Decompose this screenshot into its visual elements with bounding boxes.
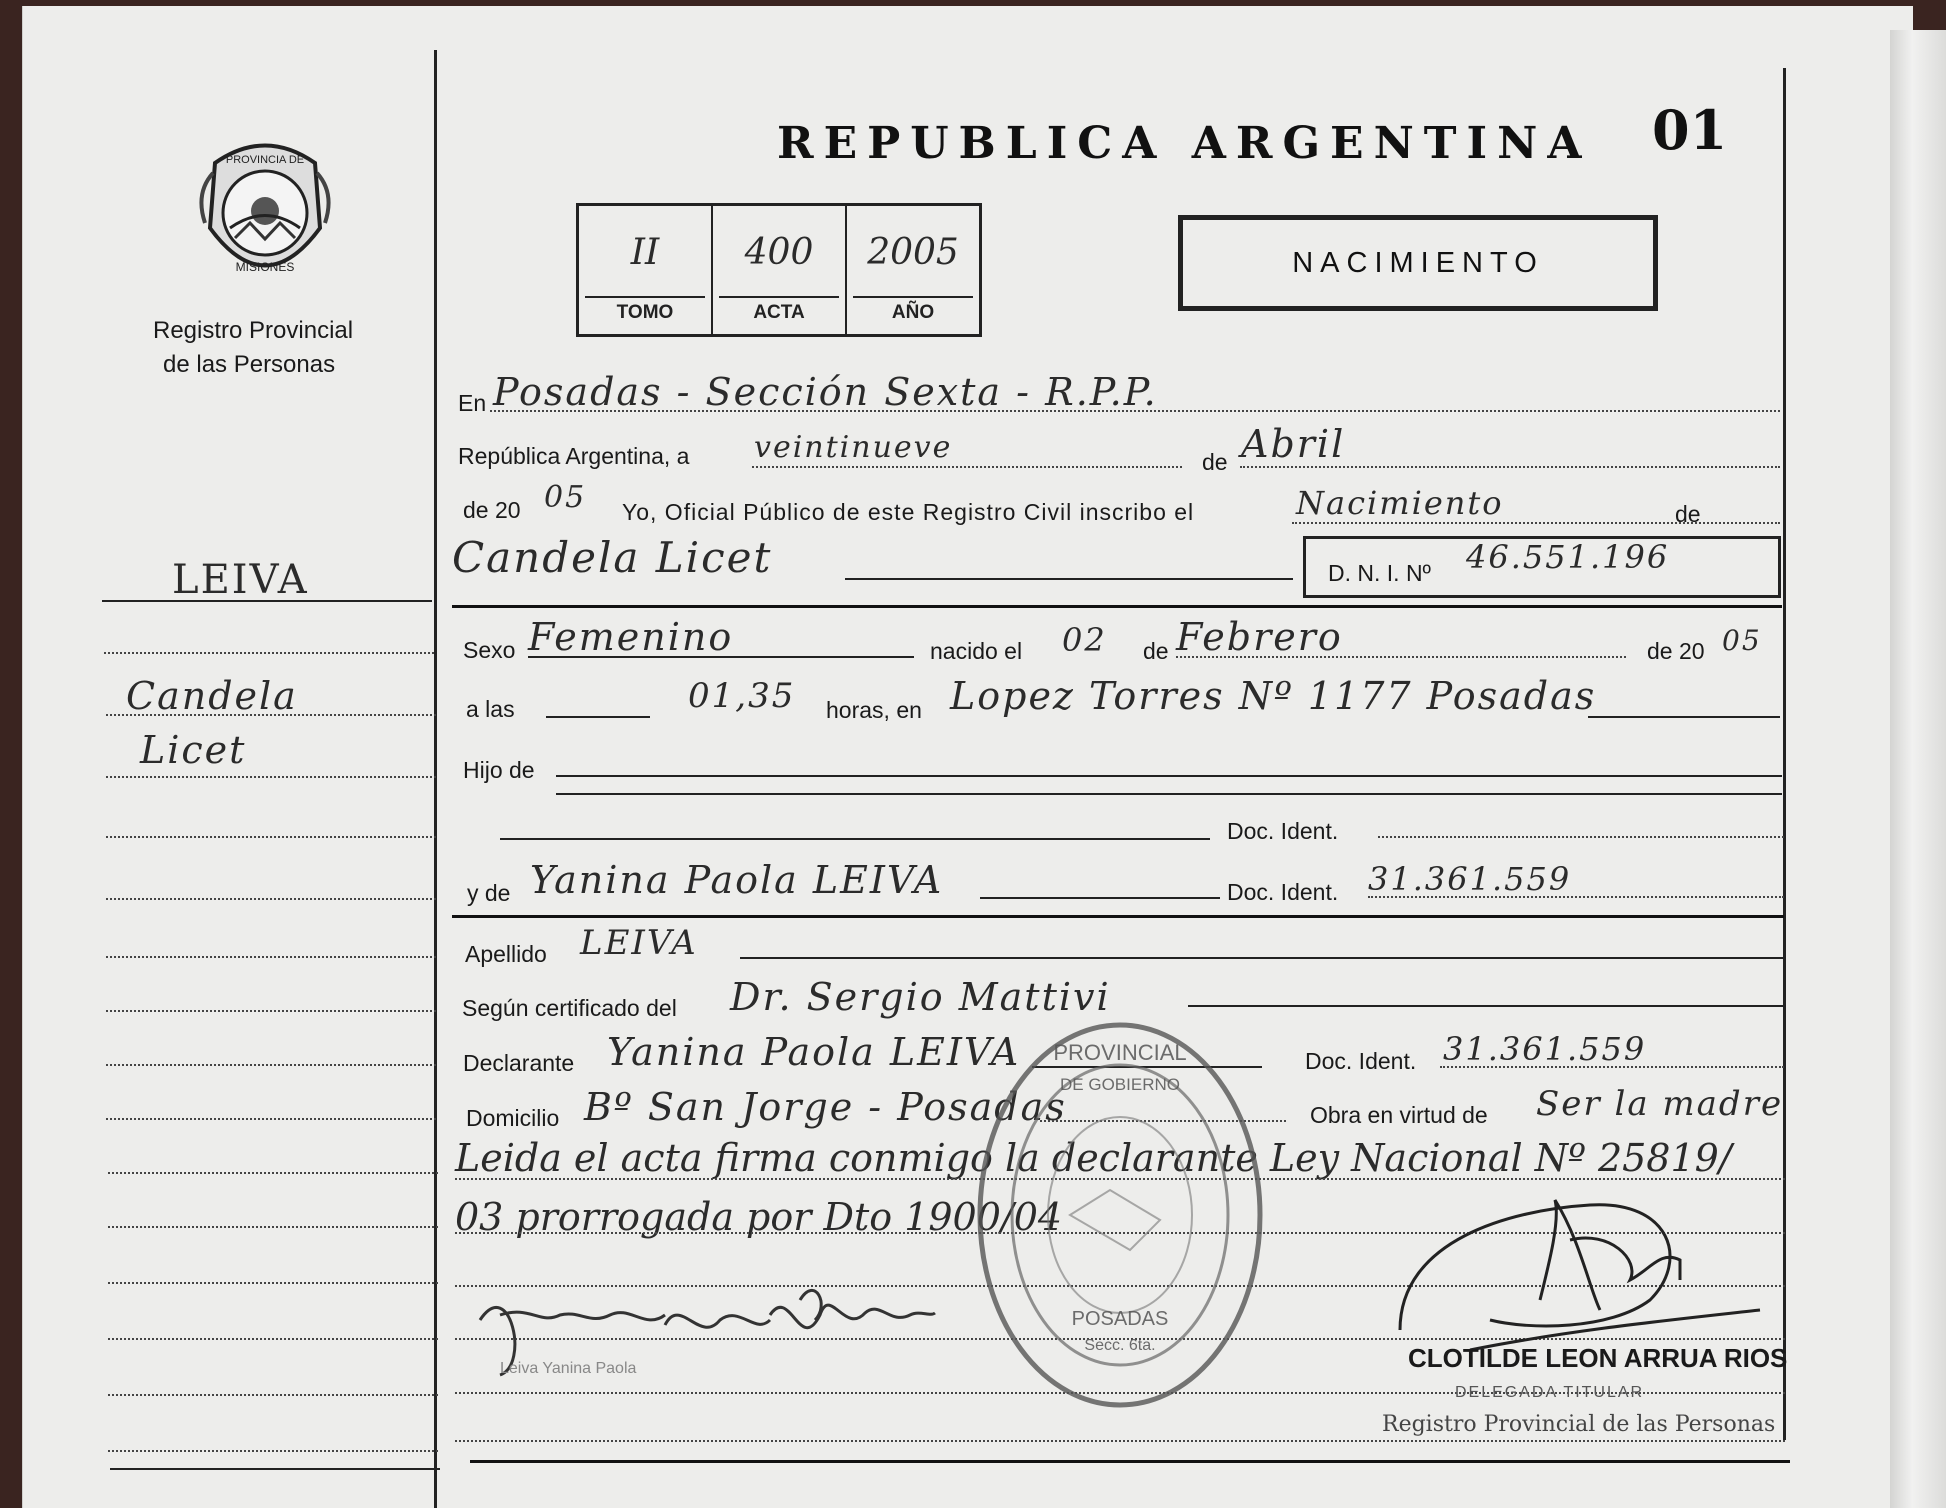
right-border — [1783, 68, 1786, 1440]
label-apellido: Apellido — [465, 941, 547, 967]
field-nac-anio-suffix: 05 — [1722, 624, 1762, 657]
field-acto: Nacimiento — [1296, 484, 1504, 522]
label-segun-certificado: Según certificado del — [462, 995, 677, 1021]
label-a-las: a las — [466, 696, 515, 722]
field-declarante-doc: 31.361.559 — [1443, 1030, 1647, 1068]
field-obra-virtud: Ser la madre — [1536, 1084, 1784, 1124]
field-nac-dia: 02 — [1062, 621, 1107, 659]
label-hijo-de: Hijo de — [463, 757, 535, 783]
field-domicilio: Bº San Jorge - Posadas — [584, 1085, 1067, 1129]
label-declarante: Declarante — [463, 1050, 575, 1076]
label-de-20-nac: de 20 — [1647, 638, 1705, 664]
label-republica-a: República Argentina, a — [458, 443, 690, 469]
registry-name-line1: Registro Provincial — [153, 317, 354, 344]
misiones-emblem-icon — [195, 133, 335, 293]
field-apellido: LEIVA — [580, 923, 698, 963]
svg-text:PROVINCIAL: PROVINCIAL — [1053, 1040, 1187, 1065]
svg-text:POSADAS: POSADAS — [1071, 1308, 1169, 1330]
field-lugar-nac: Lopez Torres Nº 1177 Posadas — [950, 674, 1597, 718]
tomo-cell — [579, 206, 713, 334]
label-de-acto: de — [1675, 501, 1701, 527]
label-doc-ident-madre: Doc. Ident. — [1227, 879, 1339, 905]
field-dni: 46.551.196 — [1466, 538, 1670, 576]
field-madre: Yanina Paola LEIVA — [530, 858, 944, 902]
acta-label: ACTA — [753, 302, 805, 323]
field-sexo: Femenino — [528, 615, 734, 659]
label-doc-ident-padre: Doc. Ident. — [1227, 818, 1339, 844]
tomo-label: TOMO — [616, 302, 674, 323]
registration-box — [576, 203, 982, 337]
label-yo-oficial: Yo, Oficial Público de este Registro Civil inscribo el — [622, 499, 1195, 525]
field-lugar: Posadas - Sección Sexta - R.P.P. — [493, 370, 1158, 414]
field-nota-linea2: 03 prorrogada por Dto 1900/04 — [455, 1195, 1063, 1239]
margin-given-name-line1: Candela — [126, 674, 298, 718]
label-y-de: y de — [467, 880, 511, 906]
label-de-nac-mes: de — [1143, 638, 1169, 664]
book-page-edge — [1890, 30, 1946, 1508]
svg-text:Secc. 6ta.: Secc. 6ta. — [1084, 1337, 1156, 1354]
label-dni: D. N. I. Nº — [1328, 560, 1431, 586]
officer-title: DELEGADA TITULAR — [1455, 1384, 1645, 1401]
label-de-mes: de — [1202, 449, 1228, 475]
field-dia-letras: veintinueve — [754, 430, 953, 465]
label-de-20: de 20 — [463, 497, 521, 523]
field-nac-mes: Febrero — [1176, 615, 1343, 659]
anio-value: 2005 — [867, 232, 959, 273]
svg-text:MISIONES: MISIONES — [235, 260, 295, 274]
official-seal-icon — [970, 1015, 1270, 1415]
acta-value: 400 — [744, 232, 814, 273]
label-obra-en-virtud: Obra en virtud de — [1310, 1102, 1488, 1128]
label-doc-ident-declarante: Doc. Ident. — [1305, 1048, 1417, 1074]
label-horas-en: horas, en — [826, 697, 922, 723]
field-mes: Abril — [1241, 422, 1346, 466]
act-number: 01 — [1652, 98, 1728, 162]
label-domicilio: Domicilio — [466, 1105, 560, 1131]
label-sexo: Sexo — [463, 637, 516, 663]
margin-divider — [434, 50, 437, 1508]
label-nacido-el: nacido el — [930, 638, 1023, 664]
label-en: En — [458, 390, 487, 416]
field-declarante: Yanina Paola LEIVA — [607, 1030, 1021, 1074]
officer-registry: Registro Provincial de las Personas — [1382, 1412, 1776, 1437]
field-anio-suffix: 05 — [544, 480, 587, 515]
registry-name-line2: de las Personas — [163, 351, 336, 378]
field-medico: Dr. Sergio Mattivi — [730, 975, 1111, 1019]
svg-text:DE GOBIERNO: DE GOBIERNO — [1060, 1075, 1180, 1094]
margin-surname: LEIVA — [172, 557, 309, 603]
anio-label: AÑO — [891, 302, 935, 323]
field-madre-doc: 31.361.559 — [1368, 860, 1572, 898]
page-title: REPUBLICA ARGENTINA — [777, 118, 1592, 169]
acta-cell — [713, 206, 847, 334]
officer-name: CLOTILDE LEON ARRUA RIOS — [1408, 1343, 1788, 1373]
anio-cell — [847, 206, 979, 334]
field-nombre: Candela Licet — [452, 533, 773, 582]
act-type-box: NACIMIENTO — [1178, 215, 1658, 311]
tomo-value: II — [630, 232, 660, 273]
declarant-signature-text: Leiva Yanina Paola — [500, 1360, 637, 1377]
margin-given-name-line2: Licet — [140, 728, 247, 772]
svg-text:PROVINCIA DE: PROVINCIA DE — [225, 154, 305, 166]
field-hora: 01,35 — [688, 676, 796, 716]
field-nota-linea1: Leida el acta firma conmigo la declarante Ley Nacional Nº 25819/ — [455, 1136, 1732, 1180]
